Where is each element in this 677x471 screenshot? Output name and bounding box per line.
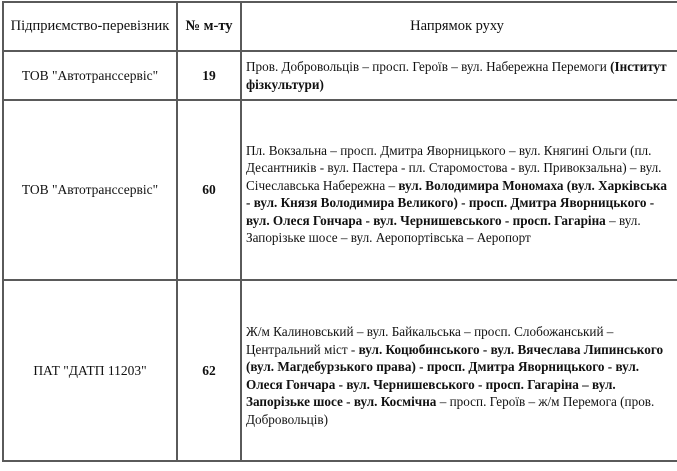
direction-segment-bold: (Інститут фізкультури) [246,59,667,92]
route-number-cell: 60 [177,100,241,280]
route-number-cell: 62 [177,280,241,461]
direction-segment-bold: вул. Коцюбинського - вул. Вячеслава Липинського (вул. Магдебурзького права) - просп. Дмитра Яворницького - вул. Олеся Гончара - вул. Чернишевського - просп. Гагаріна – вул. Запорізьке шосе - вул. Космічна [246,341,664,409]
table-row [3,280,677,461]
routes-table [2,1,677,462]
header-route-number: № м-ту [177,2,241,51]
direction-segment: Ж/м Калиновський – вул. Байкальська – просп. Слобожанський – Центральний міст - [246,324,614,357]
direction-cell [241,280,677,461]
header-direction: Напрямок руху [241,2,677,51]
carrier-cell: ТОВ "Автотранссервіс" [3,51,177,100]
table-header-row [3,2,677,51]
table-row [3,100,677,280]
direction-segment: Пл. Вокзальна – просп. Дмитра Яворницького – вул. Княгині Ольги (пл. Десантників - вул. Пастера - пл. Старомостова - вул. Привокзальна) – вул. Січеславська Набережна – [246,142,662,193]
direction-cell [241,100,677,280]
direction-text [246,323,671,428]
direction-segment: – просп. Героїв – ж/м Перемога (пров. Добровольців) [246,394,655,427]
direction-cell [241,51,677,100]
carrier-cell: ТОВ "Автотранссервіс" [3,100,177,280]
route-number-cell: 19 [177,51,241,100]
carrier-cell: ПАТ "ДАТП 11203" [3,280,177,461]
routes-table-container [2,1,677,462]
direction-text [246,58,671,93]
direction-segment: Пров. Добровольців – просп. Героїв – вул. Набережна Перемоги [246,59,611,74]
direction-segment-bold: вул. Володимира Мономаха (вул. Харківська - вул. Князя Володимира Великого) - просп. Дмитра Яворницького - вул. Олеся Гончара - вул. Чернишевського - просп. Гагаріна [246,177,667,228]
direction-segment: – вул. Запорізьке шосе – вул. Аеропортівська – Аеропорт [246,212,641,245]
table-row [3,51,677,100]
direction-text [246,142,671,247]
header-carrier: Підприємство-перевізник [3,2,177,51]
